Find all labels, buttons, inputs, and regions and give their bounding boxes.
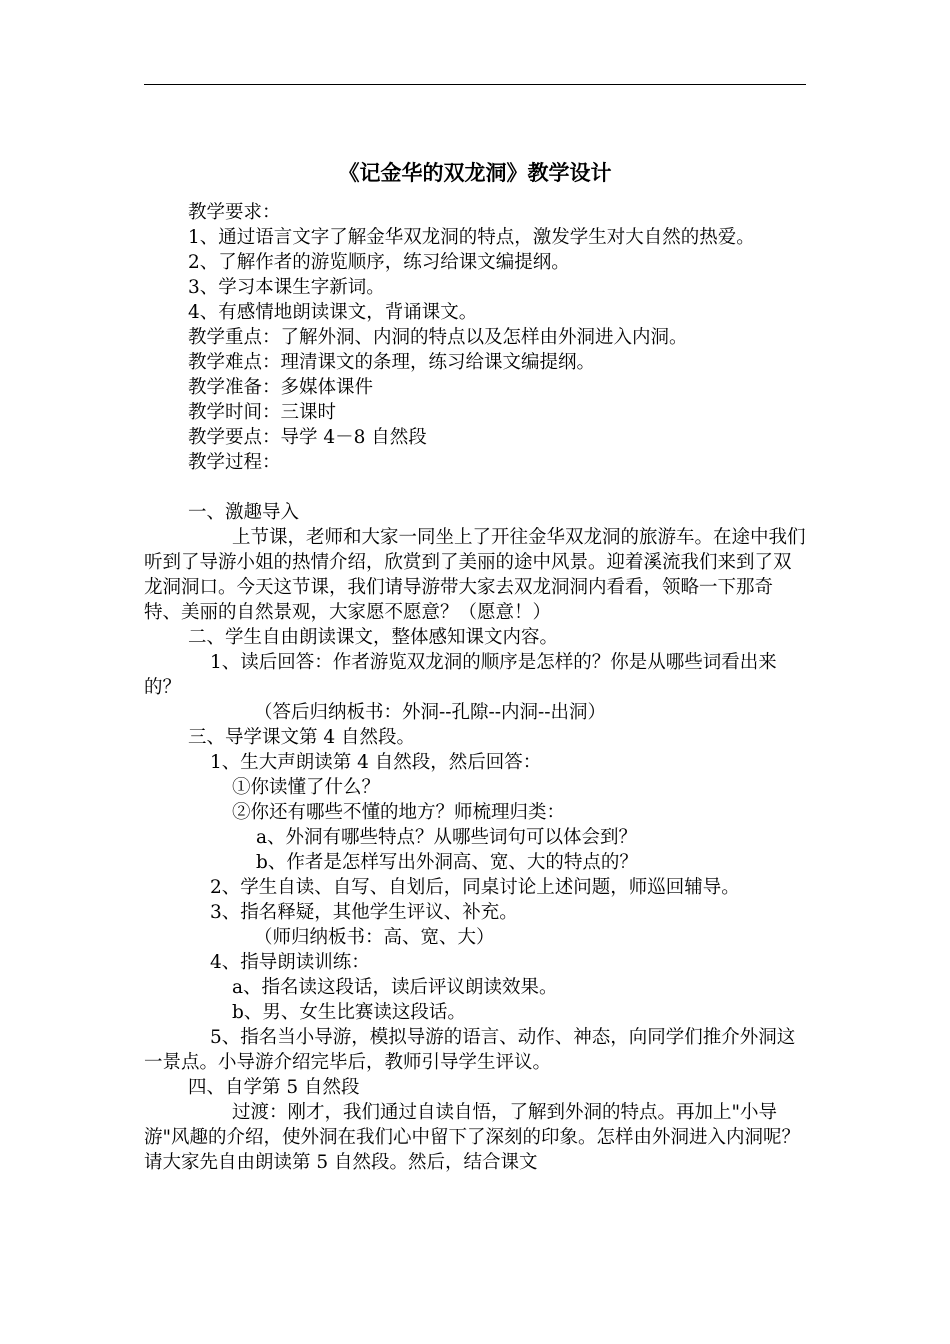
- list-item: 4、指导朗读训练：: [210, 952, 370, 973]
- list-item: 5、指名当小导游，模拟导游的语言、动作、神态，向同学们推介外洞这一景点。小导游介绍完毕后，教师引导学生评议。: [144, 1027, 796, 1073]
- requirement-item: 4、有感情地朗读课文，背诵课文。: [188, 302, 478, 323]
- list-item: ①你读懂了什么？: [232, 777, 381, 798]
- step-heading: 三、导学课文第 4 自然段。: [188, 727, 416, 748]
- header-rule: [144, 84, 806, 85]
- body-paragraph: 过渡：刚才，我们通过自读自悟，了解到外洞的特点。再加上"小导游"风趣的介绍，使外洞在我们心中留下了深刻的印象。怎样由外洞进入内洞呢？请大家先自由朗读第 5 自然段。然后，结合课文: [144, 1102, 801, 1173]
- list-item: 1、读后回答：作者游览双龙洞的顺序是怎样的？你是从哪些词看出来的？: [144, 652, 777, 698]
- body-paragraph: 上节课，老师和大家一同坐上了开往金华双龙洞的旅游车。在途中我们听到了导游小姐的热情介绍，欣赏到了美丽的途中风景。迎着溪流我们来到了双龙洞洞口。今天这节课，我们请导游带大家去双龙洞洞内看看，领略一下那奇特、美丽的自然景观，大家愿不愿意？（愿意！）: [144, 527, 806, 623]
- teaching-preparation: 教学准备：多媒体课件: [188, 377, 374, 398]
- list-item: ②你还有哪些不懂的地方？师梳理归类：: [232, 802, 566, 823]
- requirement-item: 1、通过语言文字了解金华双龙洞的特点，激发学生对大自然的热爱。: [188, 227, 755, 248]
- list-item: a、外洞有哪些特点？从哪些词句可以体会到？: [256, 827, 638, 848]
- document-body: [144, 200, 808, 1175]
- step-heading: 一、激趣导入: [188, 502, 300, 523]
- requirement-item: 3、学习本课生字新词。: [188, 277, 385, 298]
- document-title: 《记金华的双龙洞》教学设计: [338, 160, 612, 185]
- step-heading: 四、自学第 5 自然段: [188, 1077, 360, 1098]
- list-item: b、男、女生比赛读这段话。: [232, 1002, 466, 1023]
- teaching-focus: 教学重点：了解外洞、内洞的特点以及怎样由外洞进入内洞。: [188, 327, 688, 348]
- list-item: 1、生大声朗读第 4 自然段，然后回答：: [210, 752, 542, 773]
- list-item: a、指名读这段话，读后评议朗读效果。: [232, 977, 558, 998]
- list-item: b、作者是怎样写出外洞高、宽、大的特点的？: [256, 852, 638, 873]
- section-heading: 教学要求：: [188, 202, 281, 223]
- list-item: （师归纳板书：高、宽、大）: [254, 927, 495, 948]
- requirement-item: 2、了解作者的游览顺序，练习给课文编提纲。: [188, 252, 570, 273]
- teaching-key-points: 教学要点：导学 4－8 自然段: [188, 427, 427, 448]
- teaching-time: 教学时间：三课时: [188, 402, 337, 423]
- list-item: 3、指名释疑，其他学生评议、补充。: [210, 902, 518, 923]
- list-item: （答后归纳板书：外洞--孔隙--内洞--出洞）: [254, 702, 607, 723]
- step-heading: 二、学生自由朗读课文，整体感知课文内容。: [188, 627, 559, 648]
- list-item: 2、学生自读、自写、自划后，同桌讨论上述问题，师巡回辅导。: [210, 877, 740, 898]
- section-heading: 教学过程：: [188, 452, 281, 473]
- blank-line: [144, 475, 808, 500]
- teaching-difficulty: 教学难点：理清课文的条理，练习给课文编提纲。: [188, 352, 596, 373]
